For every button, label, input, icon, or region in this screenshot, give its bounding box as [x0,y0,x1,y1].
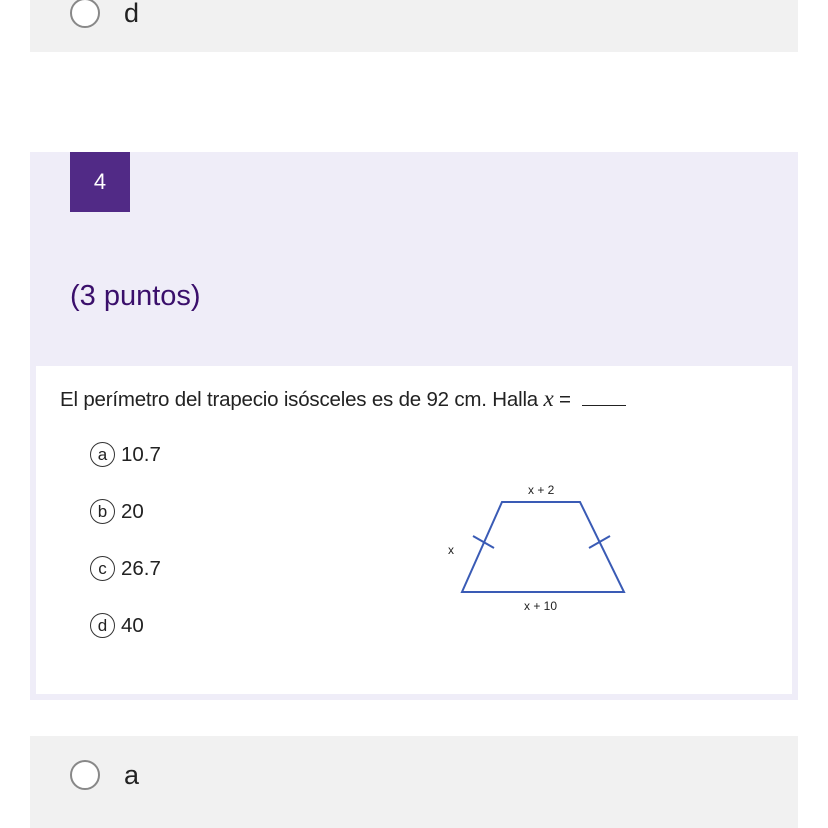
question-card [30,152,798,700]
trapezoid-figure [448,476,636,616]
option-label: a [124,760,140,790]
choice-letter-circle: a [90,442,115,467]
question-text [60,386,626,412]
radio-button[interactable] [70,0,100,28]
answer-option-card[interactable] [30,0,798,52]
choice-d [90,613,144,638]
choice-value: 26.7 [121,556,161,580]
bottom-side-label: x + 10 [524,599,558,613]
choice-a [90,442,161,467]
answer-option-d[interactable] [70,0,139,28]
choice-c [90,556,161,581]
option-label: d [124,0,140,28]
choice-value: 10.7 [121,442,161,466]
question-points: (3 puntos) [70,280,201,312]
tick-mark-right [589,536,610,548]
answer-option-card[interactable] [30,736,798,828]
choice-value: 20 [121,499,144,523]
choice-letter-circle: c [90,556,115,581]
radio-button[interactable] [70,760,100,790]
choice-letter-circle: d [90,613,115,638]
question-number-badge: 4 [70,152,130,212]
answer-blank [582,405,626,406]
side-label: x [448,543,454,557]
trapezoid-shape [462,502,624,592]
question-equals: = [553,388,577,411]
choice-value: 40 [121,613,144,637]
answer-option-a[interactable] [70,760,139,790]
tick-mark-left [473,536,494,548]
choice-letter-circle: b [90,499,115,524]
top-side-label: x + 2 [528,483,555,497]
question-text-main: El perímetro del trapecio isósceles es de 92 cm. Halla [60,388,544,411]
choice-b [90,499,144,524]
question-variable: x [543,386,554,411]
question-image [36,366,792,694]
